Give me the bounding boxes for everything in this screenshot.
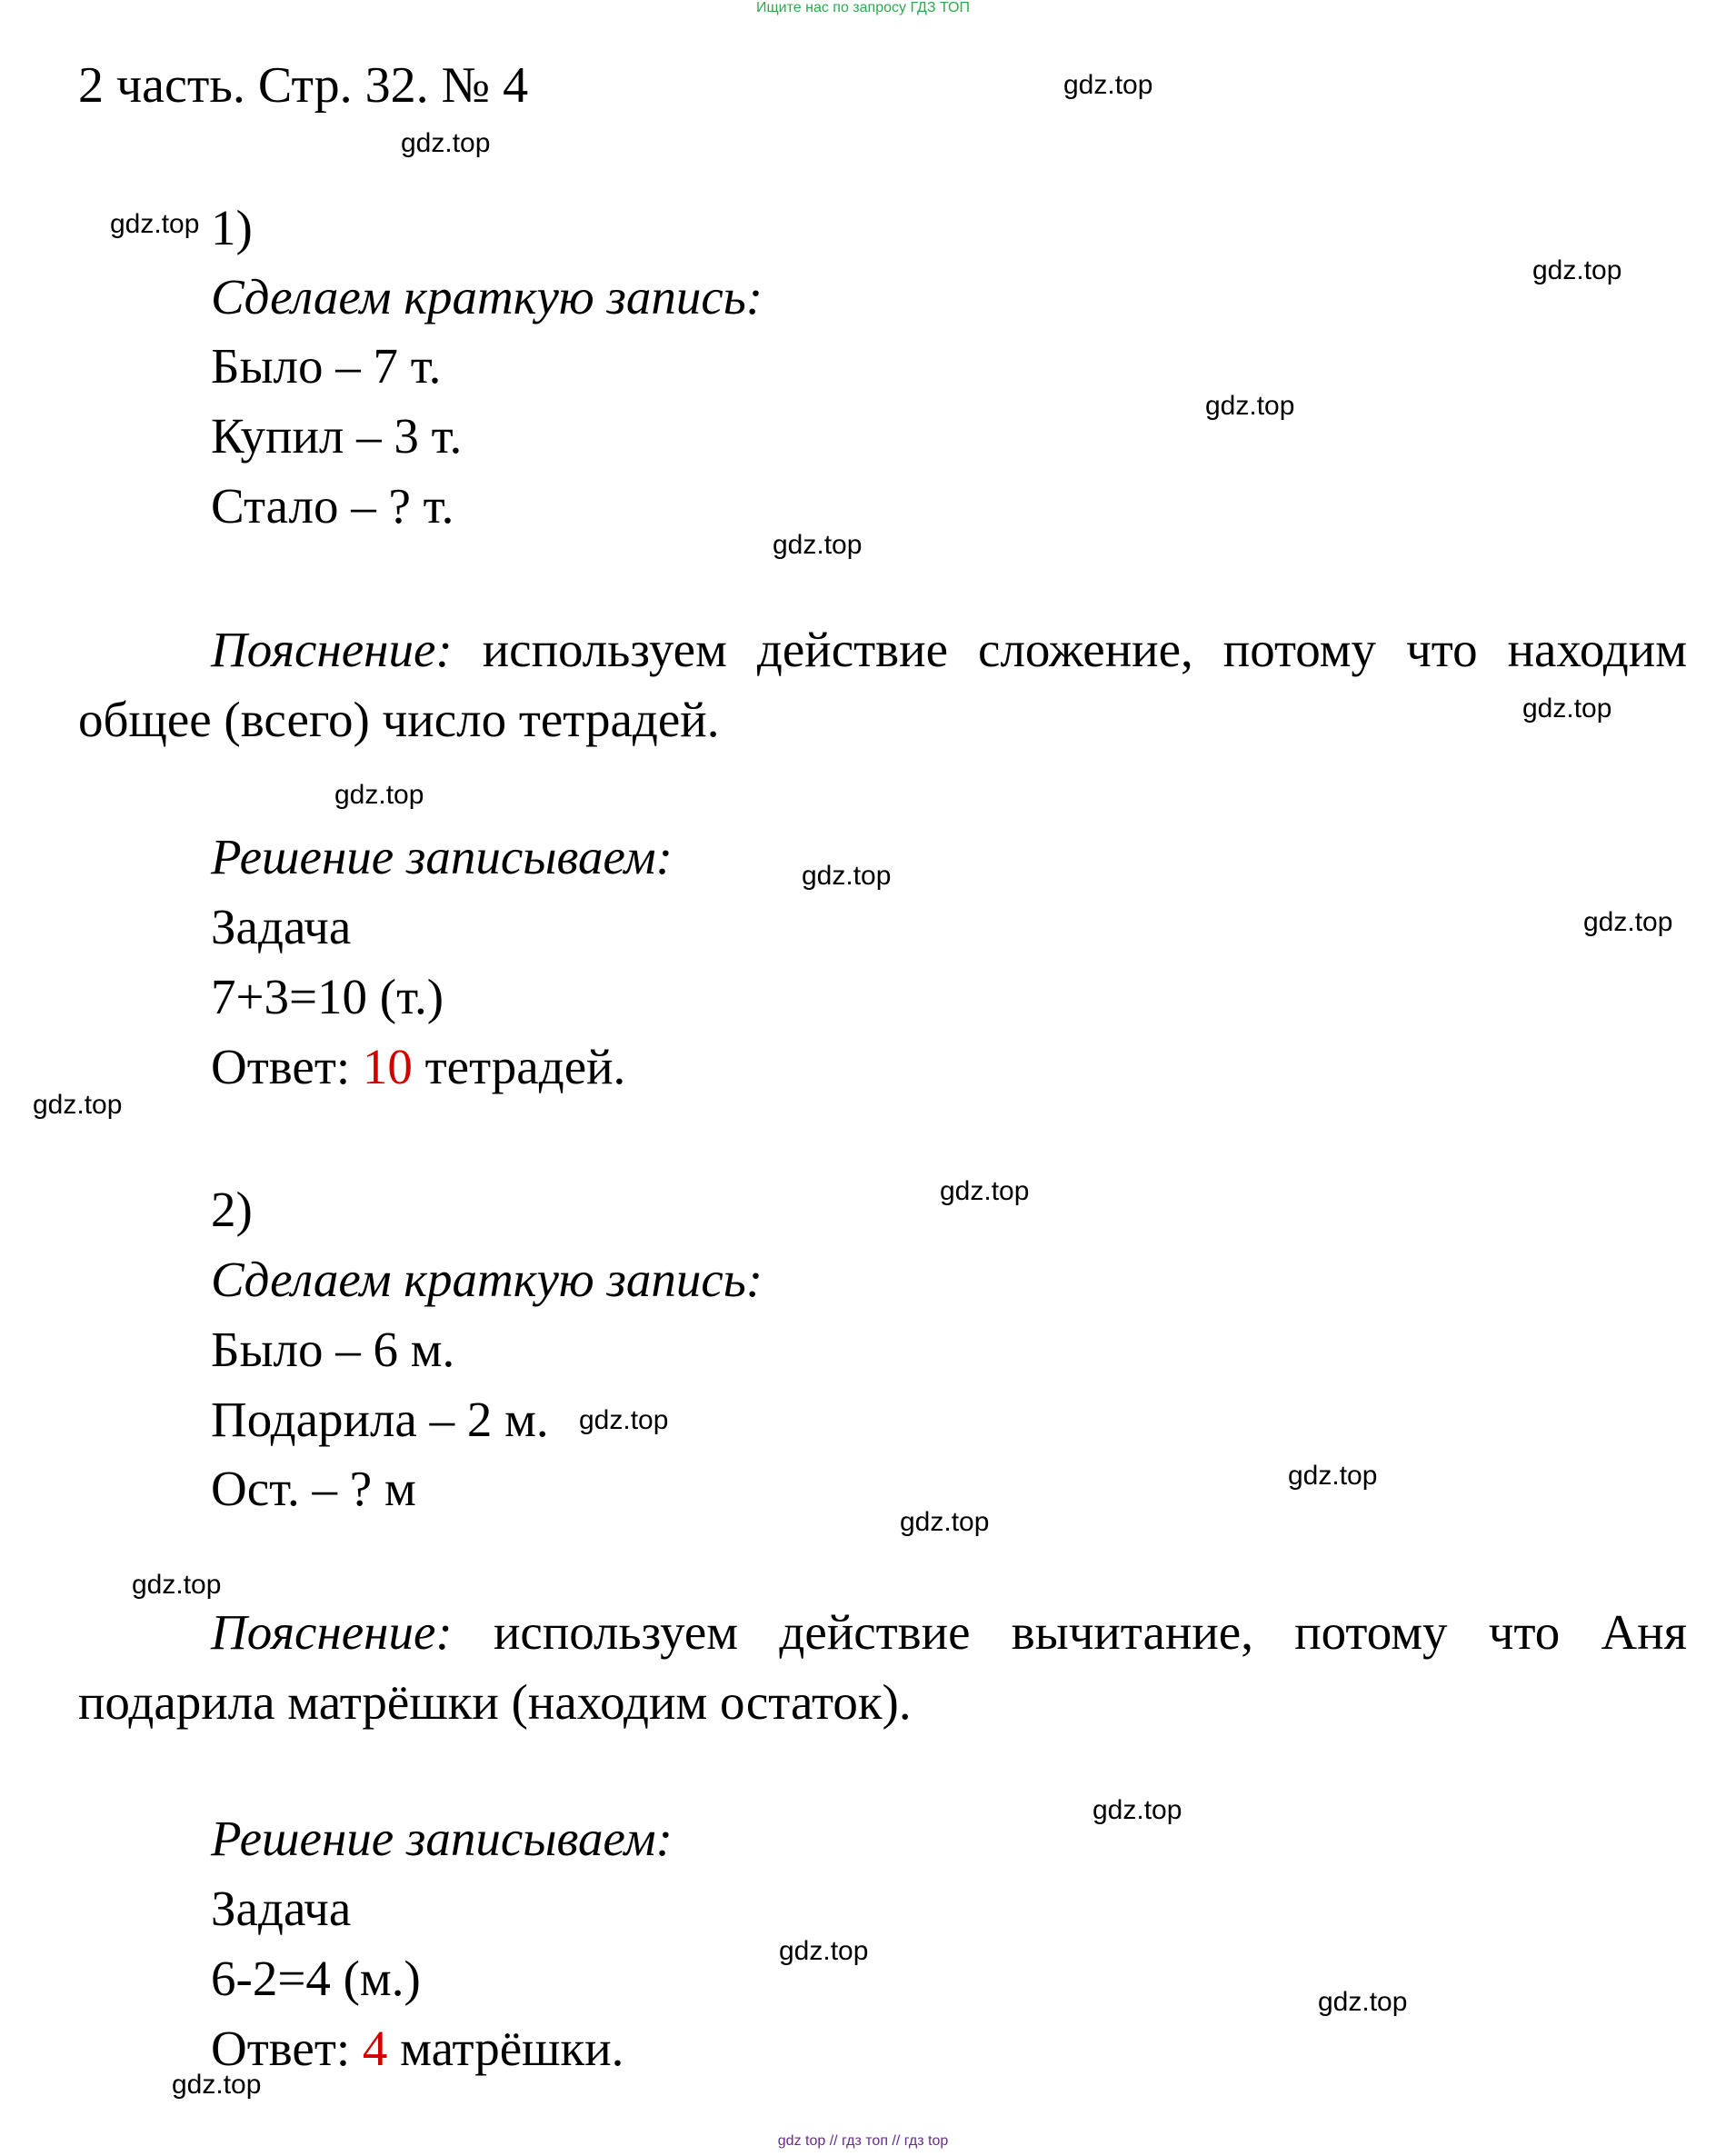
watermark: gdz.top <box>1532 255 1622 285</box>
part2-task: Задача <box>211 1881 352 1936</box>
part2-equation: 6-2=4 (м.) <box>211 1951 421 2006</box>
watermark: gdz.top <box>940 1176 1030 1206</box>
part2-answer <box>211 2019 624 2079</box>
part1-expl-text: используем действие сложение, потому что находим общее (всего) число тетрадей. <box>78 622 1687 747</box>
part1-task: Задача <box>211 899 352 954</box>
part1-answer <box>211 1037 625 1097</box>
part2-explanation <box>78 1597 1687 1737</box>
watermark: gdz.top <box>802 861 892 891</box>
part1-answer-label: Ответ: <box>211 1039 363 1094</box>
watermark: gdz.top <box>33 1090 123 1120</box>
watermark: gdz.top <box>1318 1987 1408 2017</box>
watermark: gdz.top <box>132 1570 222 1600</box>
part1-answer-value: 10 <box>362 1039 413 1094</box>
part2-short-label: Сделаем краткую запись: <box>211 1252 763 1307</box>
part2-expl-label: Пояснение: <box>211 1604 453 1660</box>
part2-line-1: Было – 6 м. <box>211 1322 455 1377</box>
part2-answer-rest: матрёшки. <box>387 2021 624 2076</box>
part2-number: 2) <box>211 1182 253 1237</box>
part1-short-label: Сделаем краткую запись: <box>211 269 763 324</box>
footer-links: gdz top // гдз топ // гдз top <box>777 2133 949 2149</box>
part2-answer-label: Ответ: <box>211 2021 363 2076</box>
watermark: gdz.top <box>773 530 863 560</box>
part1-number: 1) <box>211 200 253 255</box>
part2-expl-text: используем действие вычитание, потому что Аня подарила матрёшки (находим остаток). <box>78 1604 1687 1730</box>
part1-line-3: Стало – ? т. <box>211 478 454 534</box>
part2-line-3: Ост. – ? м <box>211 1461 416 1516</box>
watermark: gdz.top <box>1522 694 1612 724</box>
part2-solution-label: Решение записываем: <box>211 1811 673 1866</box>
top-banner: Ищите нас по запросу ГДЗ ТОП <box>756 0 970 15</box>
part1-line-1: Было – 7 т. <box>211 338 442 394</box>
part1-expl-label: Пояснение: <box>211 622 453 677</box>
part1-answer-rest: тетрадей. <box>412 1039 626 1094</box>
watermark: gdz.top <box>401 128 491 158</box>
watermark: gdz.top <box>1583 907 1673 937</box>
watermark: gdz.top <box>334 780 424 810</box>
part1-line-2: Купил – 3 т. <box>211 408 463 464</box>
part1-equation: 7+3=10 (т.) <box>211 969 444 1024</box>
watermark: gdz.top <box>172 2070 262 2100</box>
part1-solution-label: Решение записываем: <box>211 829 673 884</box>
watermark: gdz.top <box>900 1507 990 1537</box>
watermark: gdz.top <box>1288 1461 1378 1491</box>
watermark: gdz.top <box>110 209 200 239</box>
watermark: gdz.top <box>1205 391 1295 421</box>
part1-explanation <box>78 614 1687 754</box>
watermark: gdz.top <box>779 1936 869 1966</box>
part2-line-2: Подарила – 2 м. <box>211 1392 549 1447</box>
watermark: gdz.top <box>1063 70 1153 100</box>
part2-answer-value: 4 <box>362 2021 388 2076</box>
watermark: gdz.top <box>579 1405 669 1435</box>
page-title: 2 часть. Стр. 32. № 4 <box>78 57 529 114</box>
watermark: gdz.top <box>1092 1795 1182 1825</box>
